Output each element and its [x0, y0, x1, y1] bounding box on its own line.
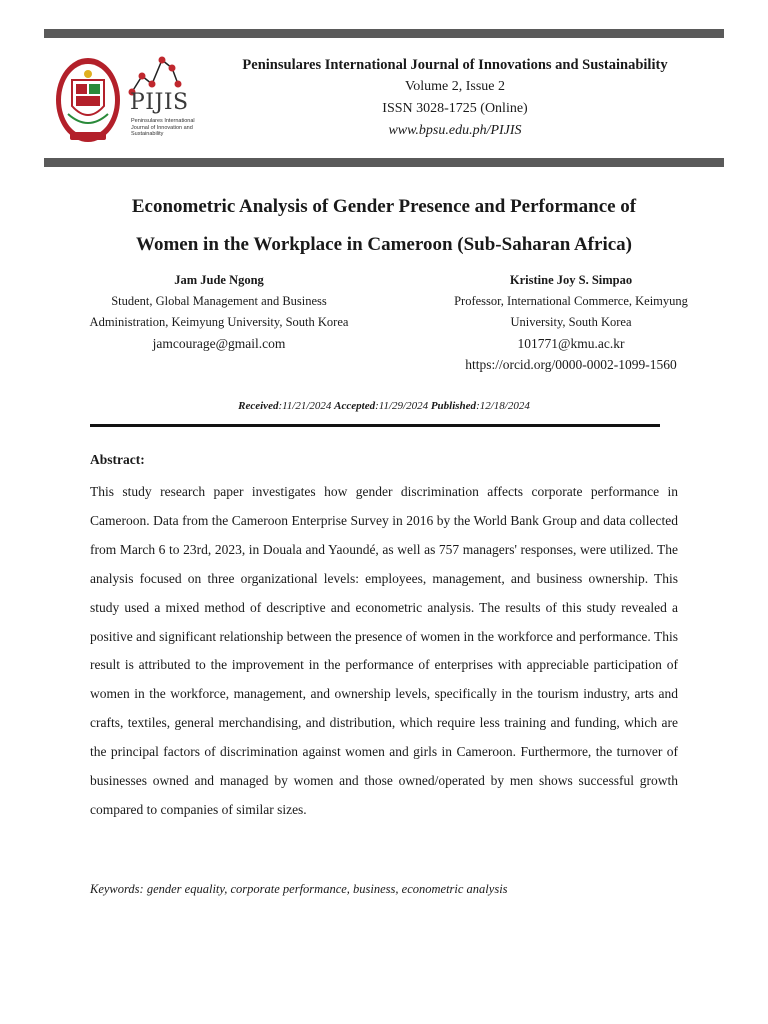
keywords-text: : gender equality, corporate performance, business, econometric analysis: [139, 882, 508, 896]
publication-dates: [0, 400, 768, 412]
abstract-heading: Abstract:: [90, 452, 145, 467]
author-1: [62, 270, 376, 354]
journal-volume: Volume 2, Issue 2: [404, 79, 506, 94]
received-label: Received: [238, 400, 279, 412]
journal-issn: ISSN 3028-1725 (Online): [382, 101, 528, 116]
journal-name: Peninsulares International Journal of Innovations and Sustainability: [242, 57, 668, 73]
author-affiliation: Administration, Keimyung University, South Korea: [89, 315, 349, 329]
author-affiliation: University, South Korea: [510, 315, 632, 329]
title-line-2: Women in the Workplace in Cameroon (Sub-Saharan Africa): [136, 234, 632, 255]
accepted-label: Accepted: [334, 400, 376, 412]
pijis-subtitle: Peninsulares International Journal of Innovation and Sustainability: [131, 118, 195, 137]
section-divider: [90, 424, 660, 427]
author-2: [430, 270, 712, 375]
abstract-body: This study research paper investigates how gender discrimination affects corporate performance in Cameroon. Data from the Cameroon Enterprise Survey in 2016 by the World Bank Group and data collected from March 6 to 23rd, 2023, in Douala and Yaoundé, as well as 757 managers' responses, were utilized. The analysis focused on three organizational levels: employees, management, and business ownership. This study used a mixed method of descriptive and econometric analysis. The results of this study revealed a positive and significant relationship between the presence of women in the workforce and performance. This result is attributed to the improvement in the performance of enterprises with appreciable participation of women in the workforce, management, and ownership levels, specifically in the tourism industry, arts and crafts, textiles, general merchandising, and distribution, which require less training and funding, which are the principal factors of discrimination against women and girls in Cameroon. Furthermore, the turnover of businesses owned and managed by women and those owned/operated by men shows successful growth compared to companies of similar sizes.: [90, 484, 678, 817]
accepted-date: :11/29/2024: [375, 400, 431, 412]
university-seal-logo: [54, 54, 122, 152]
journal-url[interactable]: www.bpsu.edu.ph/PIJIS: [388, 123, 522, 138]
published-label: Published: [430, 400, 477, 412]
author-orcid-link[interactable]: https://orcid.org/0000-0002-1099-1560: [465, 357, 677, 372]
author-affiliation: Student, Global Management and Business: [111, 294, 327, 308]
article-title: [60, 188, 708, 264]
header-bottom-rule: [44, 158, 724, 167]
author-email[interactable]: 101771@kmu.ac.kr: [517, 336, 625, 351]
pijis-wordmark: PIJIS: [130, 90, 189, 115]
keywords: [90, 882, 508, 897]
journal-info: [200, 54, 710, 142]
published-date: :12/18/2024: [476, 400, 530, 412]
author-name: Kristine Joy S. Simpao: [509, 273, 633, 287]
author-name: Jam Jude Ngong: [174, 273, 264, 287]
received-date: :11/21/2024: [278, 400, 335, 412]
header-top-rule: [44, 29, 724, 38]
keywords-label: Keywords: [90, 882, 140, 896]
author-email[interactable]: jamcourage@gmail.com: [152, 336, 286, 351]
author-affiliation: Professor, International Commerce, Keimyung: [454, 294, 688, 308]
title-line-1: Econometric Analysis of Gender Presence and Performance of: [131, 196, 637, 217]
